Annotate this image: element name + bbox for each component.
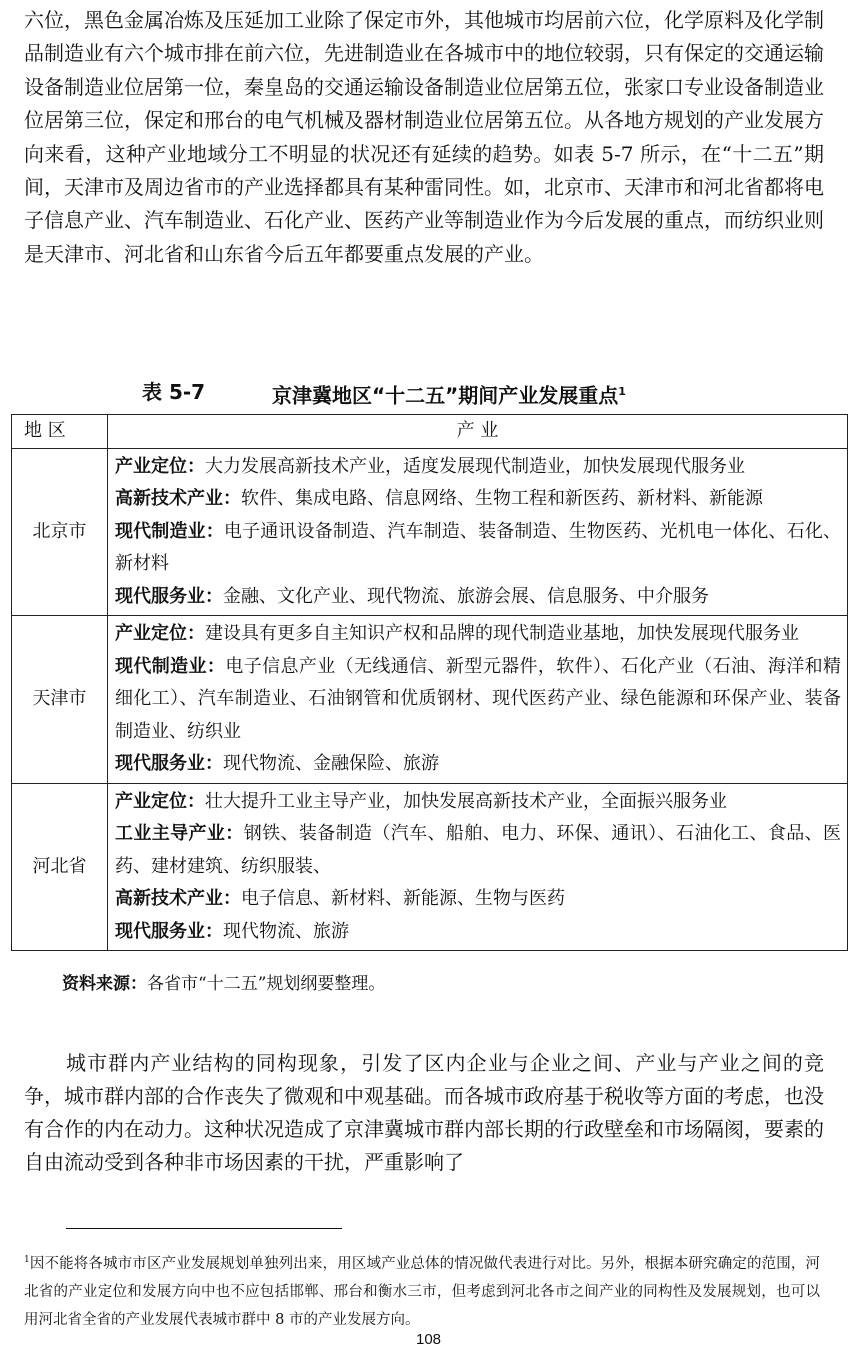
- industry-entry: [115, 451, 841, 484]
- industry-entry: [115, 818, 841, 883]
- entry-text: 钢铁、装备制造（汽车、船舶、电力、环保、通讯）、石油化工、食品、医药、建材建筑、纺织服装、: [115, 823, 842, 877]
- entry-label: 现代制造业：: [115, 520, 224, 542]
- entry-text: 建设具有更多自主知识产权和品牌的现代制造业基地，加快发展现代服务业: [205, 623, 799, 644]
- intro-paragraph: [24, 4, 824, 271]
- entry-text: 电子信息产业（无线通信、新型元器件，软件）、石化产业（石油、海洋和精细化工）、汽车制造业、石油钢管和优质钢材、现代医药产业、绿色能源和环保产业、装备制造业、纺织业: [115, 655, 842, 742]
- entry-label: 高新技术产业：: [115, 488, 241, 509]
- industry-focus-table: [11, 414, 848, 951]
- second-paragraph-text: 城市群内产业结构的同构现象，引发了区内企业与企业之间、产业与产业之间的竞争，城市群内部的合作丧失了微观和中观基础。而各城市政府基于税收等方面的考虑，也没有合作的内在动力。这种状况造成了京津冀城市群内部长期的行政壁垒和市场隔阂，要素的自由流动受到各种非市场因素的干扰，严重影响了: [24, 1051, 824, 1174]
- industry-cell: [108, 448, 848, 616]
- entry-text: 电子通讯设备制造、汽车制造、装备制造、生物医药、光机电一体化、石化、新材料: [115, 520, 842, 574]
- second-paragraph: [24, 1047, 824, 1179]
- industry-cell: [108, 783, 848, 951]
- footnote-text: 因不能将各城市市区产业发展规划单独列出来，用区域产业总体的情况做代表进行对比。另外，根据本研究确定的范围，河北省的产业定位和发展方向中也不应包括邯郸、邢台和衡水三市，但考虑到河北各市之间产业的同构性及发展规划，也可以用河北省全省的产业发展代表城市群中 8 市的产业发展方向。: [24, 1255, 820, 1328]
- footnote-divider: [66, 1228, 342, 1229]
- header-industry: 产 业: [108, 415, 848, 449]
- industry-entry: [115, 618, 841, 651]
- entry-label: 工业主导产业：: [115, 823, 244, 844]
- table-caption-title: 京津冀地区“十二五”期间产业发展重点: [272, 383, 619, 408]
- region-cell: 河北省: [12, 783, 108, 951]
- entry-label: 产业定位：: [115, 790, 205, 812]
- industry-entry: [115, 748, 841, 781]
- industry-entry: [115, 883, 841, 916]
- entry-label: 现代服务业：: [115, 585, 223, 607]
- entry-text: 电子信息、新材料、新能源、生物与医药: [241, 888, 565, 909]
- entry-label: 产业定位：: [115, 623, 205, 644]
- source-note: [62, 970, 385, 998]
- table-caption-label: 表 5-7: [142, 380, 206, 404]
- industry-entry: [115, 516, 841, 581]
- industry-entry: [115, 786, 841, 819]
- table-header-row: [12, 415, 848, 449]
- region-cell: 北京市: [12, 448, 108, 616]
- industry-entry: [115, 483, 841, 516]
- entry-label: 现代制造业：: [115, 655, 226, 677]
- entry-label: 产业定位：: [115, 455, 205, 477]
- entry-text: 金融、文化产业、现代物流、旅游会展、信息服务、中介服务: [223, 585, 709, 607]
- industry-entry: [115, 916, 841, 949]
- entry-text: 大力发展高新技术产业，适度发展现代制造业，加快发展现代服务业: [205, 455, 745, 477]
- table-row: [12, 783, 848, 951]
- industry-cell: [108, 616, 848, 784]
- source-note-label: 资料来源：: [62, 974, 147, 994]
- entry-text: 壮大提升工业主导产业，加快发展高新技术产业，全面振兴服务业: [205, 790, 727, 812]
- table-row: [12, 616, 848, 784]
- source-note-text: 各省市“十二五”规划纲要整理。: [147, 974, 386, 994]
- footnote-mark: 1: [24, 1255, 30, 1265]
- entry-text: 现代物流、旅游: [223, 920, 349, 942]
- industry-entry: [115, 581, 841, 614]
- entry-label: 现代服务业：: [115, 753, 223, 774]
- region-cell: 天津市: [12, 616, 108, 784]
- table-row: [12, 448, 848, 616]
- entry-label: 现代服务业：: [115, 920, 223, 942]
- entry-text: 现代物流、金融保险、旅游: [223, 753, 439, 774]
- footnote: [24, 1246, 820, 1334]
- entry-text: 软件、集成电路、信息网络、生物工程和新医药、新材料、新能源: [241, 488, 763, 509]
- table-caption-title-wrap: [272, 378, 626, 410]
- industry-entry: [115, 651, 841, 749]
- intro-paragraph-text: 六位，黑色金属冶炼及压延加工业除了保定市外，其他城市均居前六位，化学原料及化学制品制造业有六个城市排在前六位，先进制造业在各城市中的地位较弱，只有保定的交通运输设备制造业位居第一位，秦皇岛的交通运输设备制造业位居第五位，张家口专业设备制造业位居第三位，保定和邢台的电气机械及器材制造业位居第五位。从各地方规划的产业发展方向来看，这种产业地域分工不明显的状况还有延续的趋势。如表 5-7 所示，在“十二五”期间，天津市及周边省市的产业选择都具有某种雷同性。如，北京市、天津市和河北省都将电子信息产业、汽车制造业、石化产业、医药产业等制造业作为今后发展的重点，而纺织业则是天津市、河北省和山东省今后五年都要重点发展的产业。: [24, 8, 824, 266]
- page-number: 108: [415, 1331, 442, 1348]
- header-region: 地 区: [12, 415, 108, 449]
- table-caption-footnote-mark: 1: [618, 385, 626, 398]
- entry-label: 高新技术产业：: [115, 888, 241, 909]
